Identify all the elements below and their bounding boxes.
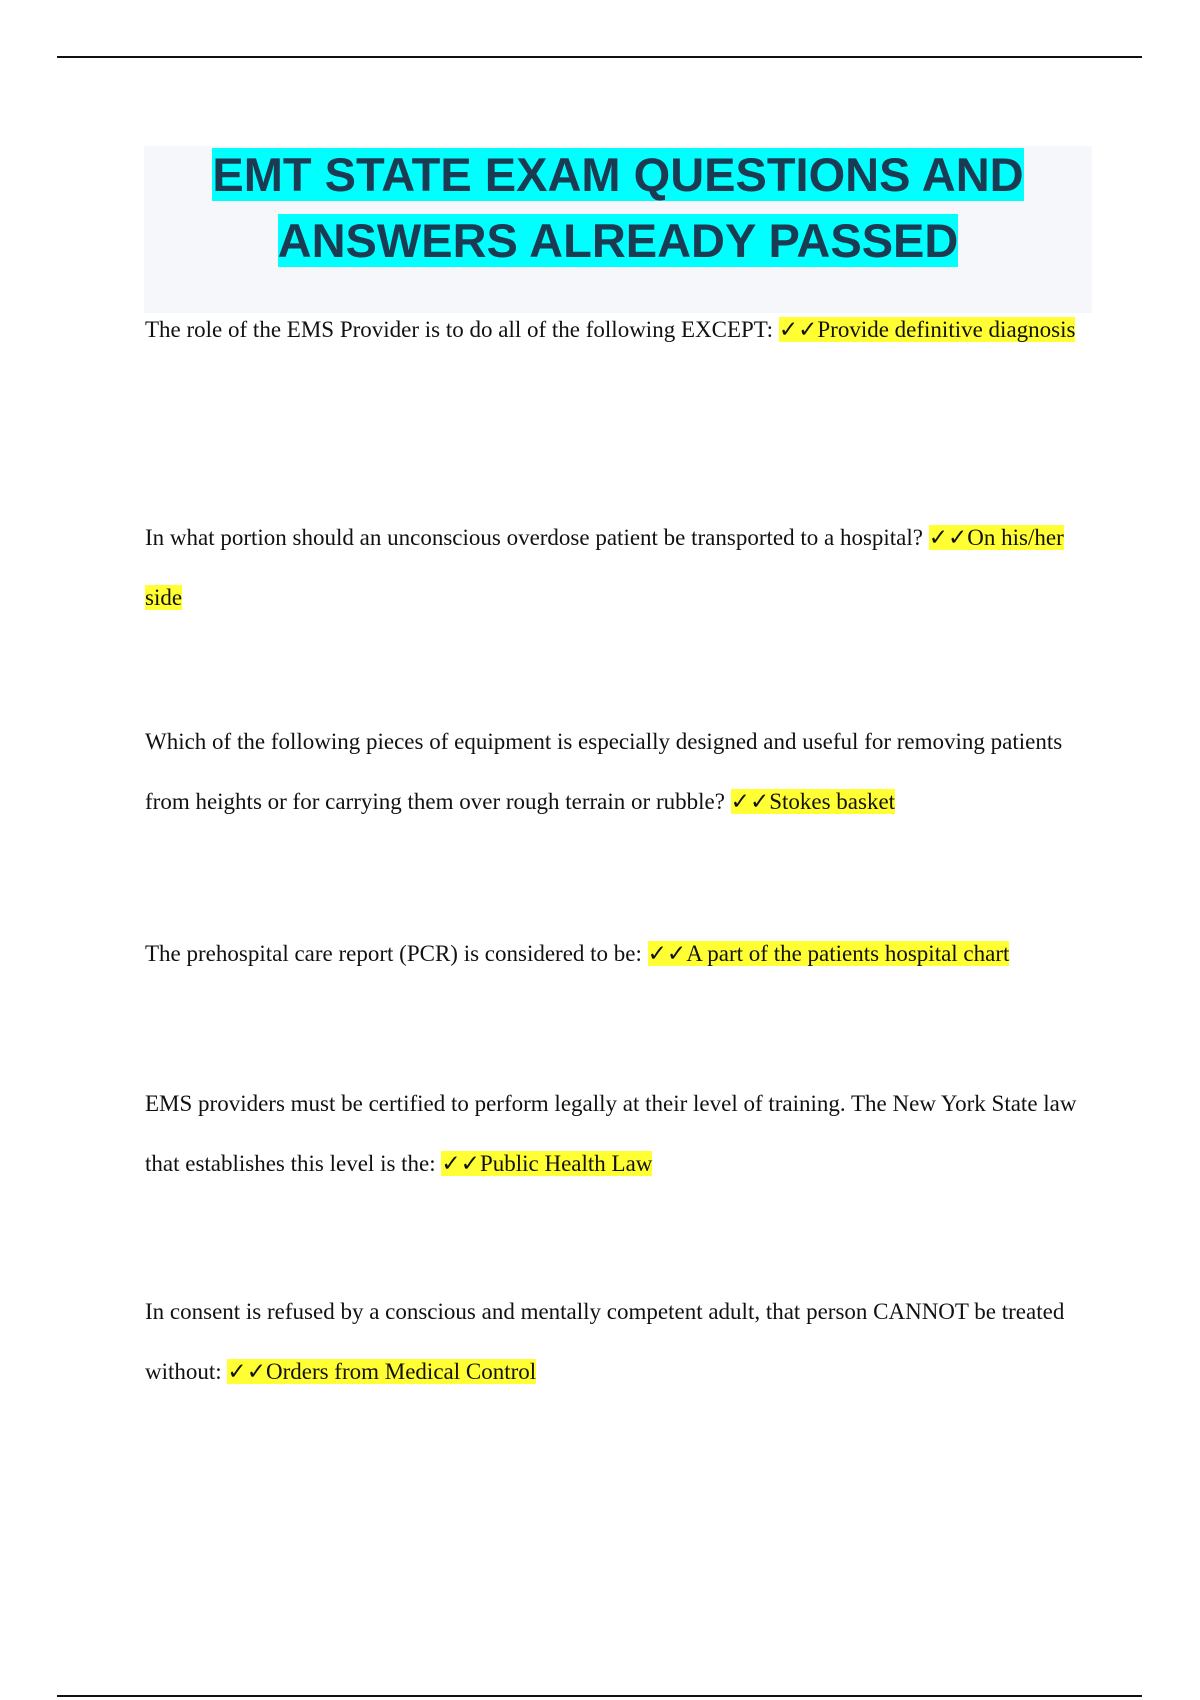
qa-item-3 bbox=[145, 712, 1095, 832]
qa-item-4 bbox=[145, 924, 1095, 984]
answer-highlight bbox=[648, 941, 1010, 966]
answer-highlight bbox=[731, 789, 895, 814]
check-mark-icon: ✓✓ bbox=[647, 941, 687, 966]
answer-text: Provide definitive diagnosis bbox=[817, 317, 1076, 342]
bottom-rule bbox=[57, 1695, 1142, 1697]
answer-text: A part of the patients hospital chart bbox=[686, 941, 1010, 966]
answer-text: Orders from Medical Control bbox=[265, 1359, 537, 1384]
question-text: In consent is refused by a conscious and mentally competent adult, that person CANNOT be treated without: bbox=[145, 1299, 1065, 1384]
qa-item-2 bbox=[145, 508, 1095, 628]
check-mark-icon: ✓✓ bbox=[227, 1359, 266, 1384]
qa-item-5 bbox=[145, 1074, 1095, 1194]
answer-highlight bbox=[779, 317, 1076, 342]
answer-text: Stokes basket bbox=[769, 789, 896, 814]
answer-highlight bbox=[441, 1151, 652, 1176]
top-rule bbox=[57, 56, 1142, 58]
question-text: Which of the following pieces of equipment is especially designed and useful for removing patients from heights or for carrying them over rough terrain or rubble? bbox=[145, 729, 1063, 814]
check-mark-icon: ✓✓ bbox=[928, 525, 968, 550]
question-text: The prehospital care report (PCR) is considered to be: bbox=[145, 941, 642, 966]
title-banner bbox=[144, 146, 1092, 313]
document-title: EMT STATE EXAM QUESTIONS AND ANSWERS ALREADY PASSED bbox=[212, 148, 1024, 267]
answer-highlight bbox=[227, 1359, 536, 1384]
check-mark-icon: ✓✓ bbox=[441, 1151, 480, 1176]
qa-item-1 bbox=[145, 300, 1095, 360]
answer-text: On his/her side bbox=[145, 525, 1064, 610]
question-text: EMS providers must be certified to perform legally at their level of training. The New York State law that establishes this level is the: bbox=[145, 1091, 1077, 1176]
question-text: In what portion should an unconscious overdose patient be transported to a hospital? bbox=[145, 525, 923, 550]
answer-text: Public Health Law bbox=[479, 1151, 653, 1176]
check-mark-icon: ✓✓ bbox=[778, 317, 818, 342]
qa-item-6 bbox=[145, 1282, 1095, 1402]
question-text: The role of the EMS Provider is to do all of the following EXCEPT: bbox=[145, 317, 774, 342]
check-mark-icon: ✓✓ bbox=[730, 789, 770, 814]
